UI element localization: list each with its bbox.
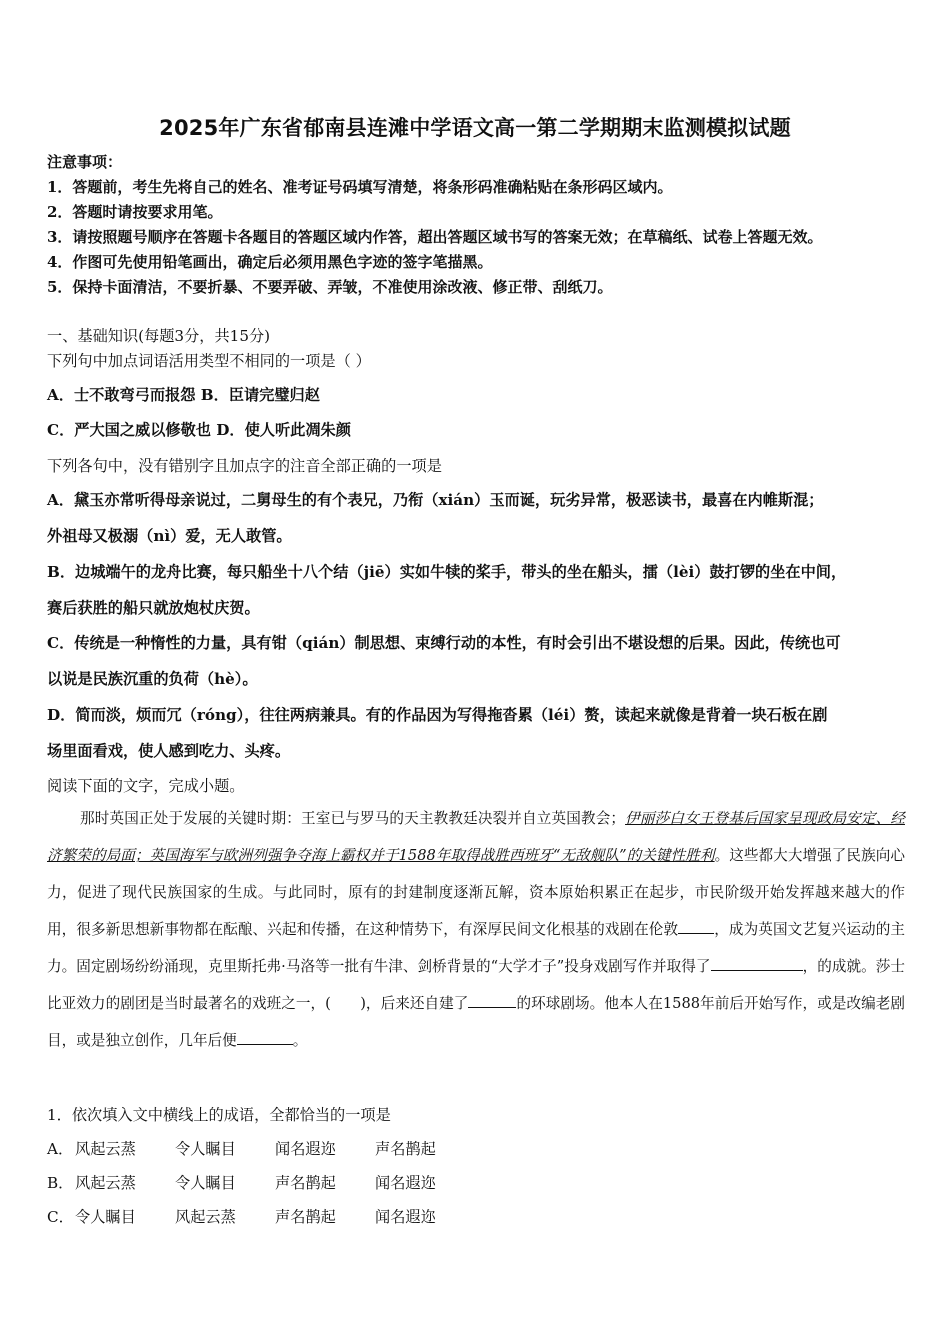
option-word: 风起云蒸 xyxy=(75,1140,136,1158)
passage-text: 的环球剧场。他本人在1588年前后开始写作，或是改编老剧目，或是独立创作，几年后便 xyxy=(47,995,905,1049)
question-stem: 下列句中加点词语活用类型不相同的一项是（ ） xyxy=(47,352,371,370)
answer-option xyxy=(47,1173,475,1193)
option-word: 风起云蒸 xyxy=(75,1174,136,1192)
answer-blank xyxy=(468,993,516,1008)
question-stem: 1．依次填入文中横线上的成语，全都恰当的一项是 xyxy=(47,1106,391,1124)
option-word: 令人瞩目 xyxy=(75,1208,136,1226)
reading-intro: 阅读下面的文字，完成小题。 xyxy=(47,777,245,795)
option-label: C． xyxy=(47,1208,74,1226)
page-title: 2025年广东省郁南县连滩中学语文高一第二学期期末监测模拟试题 xyxy=(159,116,791,140)
answer-option xyxy=(47,1139,475,1159)
passage-text: ，的成就。莎士比亚效力的剧团是当时最著名的戏班之一，( )，后来还自建了 xyxy=(47,958,905,1012)
option-word: 闻名遐迩 xyxy=(275,1140,336,1158)
option-word: 令人瞩目 xyxy=(175,1140,236,1158)
reading-passage xyxy=(47,800,905,1059)
question-options: A．士不敢弯弓而报怨 B．臣请完璧归赵 xyxy=(47,386,320,404)
answer-blank xyxy=(237,1030,293,1045)
option-word: 风起云蒸 xyxy=(175,1208,236,1226)
notice-item: 2．答题时请按要求用笔。 xyxy=(47,203,223,221)
option-word: 声名鹊起 xyxy=(375,1140,436,1158)
passage-text: 那时英国正处于发展的关键时期：王室已与罗马的天主教教廷决裂并自立英国教会； xyxy=(80,810,626,827)
passage-text: 。 xyxy=(292,1032,308,1049)
notice-item: 4．作图可先使用铅笔画出，确定后必须用黑色字迹的签字笔描黑。 xyxy=(47,253,493,271)
section-heading: 一、基础知识(每题3分，共15分) xyxy=(47,327,271,345)
option-label: B． xyxy=(47,1174,74,1192)
answer-option xyxy=(47,1207,475,1227)
option-word: 声名鹊起 xyxy=(275,1174,336,1192)
notice-item: 1．答题前，考生先将自己的姓名、准考证号码填写清楚，将条形码准确粘贴在条形码区域内。 xyxy=(47,178,673,196)
option-line: 外祖母又极溺（nì）爱，无人敢管。 xyxy=(47,527,292,545)
option-word: 闻名遐迩 xyxy=(375,1174,436,1192)
passage-text: 。这些都大大增强了民族向心力，促进了现代民族国家的生成。与此同时，原有的封建制度逐渐瓦解，资本原始积累正在起步，市民阶级开始发挥越来越大的作用，很多新思想新事物都在酝酿、兴起和传播，在这种情势下，有深厚民间文化根基的戏剧在伦敦 xyxy=(47,847,905,938)
answer-blank xyxy=(711,956,803,971)
notice-heading: 注意事项： xyxy=(47,153,123,171)
option-word: 闻名遐迩 xyxy=(375,1208,436,1226)
option-word: 令人瞩目 xyxy=(175,1174,236,1192)
option-line: D．简而淡，烦而冗（róng），往往两病兼具。有的作品因为写得拖沓累（léi）赘，读起来就像是背着一块石板在剧 xyxy=(47,706,828,724)
option-line: A．黛玉亦常听得母亲说过，二舅母生的有个表兄，乃衔（xián）玉而诞，玩劣异常，极恶读书，最喜在内帷斯混； xyxy=(47,491,824,509)
option-line: 赛后获胜的船只就放炮杖庆贺。 xyxy=(47,599,260,617)
option-line: 以说是民族沉重的负荷（hè）。 xyxy=(47,670,258,688)
underlined-sentence: 伊丽莎白女王登基后国家呈现政局安定、经济繁荣的局面；英国海军与欧洲列强争夺海上霸权并于1588年取得战胜西班牙“无敌舰队”的关键性胜利 xyxy=(47,810,905,864)
passage-text: ，成为英国文艺复兴运动的主力。固定剧场纷纷涌现，克里斯托弗·马洛等一批有牛津、剑桥背景的“大学才子”投身戏剧写作并取得了 xyxy=(47,921,905,975)
notice-item: 5．保持卡面清洁，不要折暴、不要弄破、弄皱，不准使用涂改液、修正带、刮纸刀。 xyxy=(47,278,613,296)
notice-item: 3．请按照题号顺序在答题卡各题目的答题区域内作答，超出答题区域书写的答案无效；在草稿纸、试卷上答题无效。 xyxy=(47,228,823,246)
option-line: B．边城端午的龙舟比赛，每只船坐十八个结（jiē）实如牛犊的桨手，带头的坐在船头，擂（lèi）鼓打锣的坐在中间， xyxy=(47,563,847,581)
question-stem: 下列各句中，没有错别字且加点字的注音全部正确的一项是 xyxy=(47,457,442,475)
option-line: 场里面看戏，使人感到吃力、头疼。 xyxy=(47,742,290,760)
answer-blank xyxy=(678,919,714,934)
option-label: A． xyxy=(47,1140,74,1158)
option-word: 声名鹊起 xyxy=(275,1208,336,1226)
option-line: C．传统是一种惰性的力量，具有钳（qián）制思想、束缚行动的本性，有时会引出不堪设想的后果。因此，传统也可 xyxy=(47,634,841,652)
question-options: C．严大国之威以修敬也 D．使人听此凋朱颜 xyxy=(47,421,351,439)
